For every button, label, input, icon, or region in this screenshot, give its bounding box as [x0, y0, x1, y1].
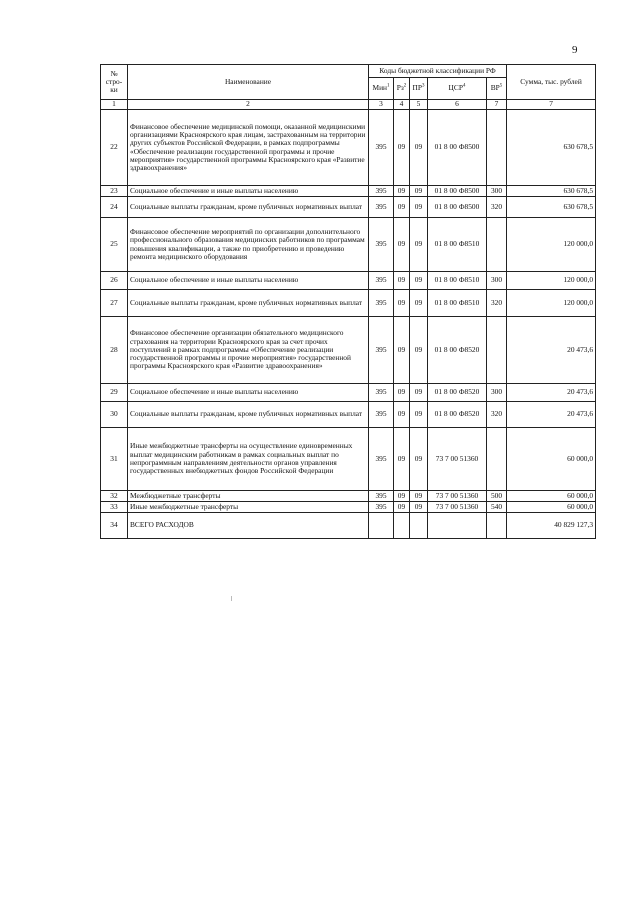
row-min: 395 [369, 502, 394, 513]
col-number-5: 5 [410, 100, 428, 110]
table-row [101, 402, 596, 428]
row-sum: 120 000,0 [507, 290, 596, 317]
row-csr: 73 7 00 51360 [428, 428, 487, 491]
row-pr [410, 513, 428, 539]
row-vr: 320 [487, 197, 507, 218]
row-csr [428, 513, 487, 539]
row-number: 28 [101, 317, 128, 384]
row-name: Социальное обеспечение и иные выплаты населению [128, 186, 369, 197]
header-rz: $Рз^2$ [394, 78, 410, 100]
row-vr [487, 110, 507, 186]
row-name: Социальные выплаты гражданам, кроме публичных нормативных выплат [128, 197, 369, 218]
row-csr: 73 7 00 51360 [428, 502, 487, 513]
table-row [101, 290, 596, 317]
row-vr: 300 [487, 272, 507, 290]
row-number: 33 [101, 502, 128, 513]
row-rz: 09 [394, 491, 410, 502]
row-name: ВСЕГО РАСХОДОВ [128, 513, 369, 539]
row-name: Иные межбюджетные трансферты на осуществление единовременных выплат медицинским работникам в рамках социальных выплат по непрограммным направлениям деятельности органов управления государственных внебюджетных фондов Российской Федерации [128, 428, 369, 491]
row-min: 395 [369, 402, 394, 428]
row-vr: 300 [487, 186, 507, 197]
table-row [101, 317, 596, 384]
row-csr: 73 7 00 51360 [428, 491, 487, 502]
row-number: 34 [101, 513, 128, 539]
row-vr: 500 [487, 491, 507, 502]
row-vr [487, 428, 507, 491]
row-sum: 60 000,0 [507, 428, 596, 491]
table-row [101, 428, 596, 491]
row-vr: 320 [487, 290, 507, 317]
row-rz: 09 [394, 272, 410, 290]
row-name: Социальное обеспечение и иные выплаты населению [128, 272, 369, 290]
row-rz [394, 513, 410, 539]
row-csr: 01 8 00 Ф8520 [428, 384, 487, 402]
row-number: 23 [101, 186, 128, 197]
row-min: 395 [369, 428, 394, 491]
page-number: 9 [572, 44, 578, 56]
row-number: 30 [101, 402, 128, 428]
row-min: 395 [369, 491, 394, 502]
row-vr [487, 317, 507, 384]
row-sum: 60 000,0 [507, 491, 596, 502]
row-sum: 630 678,5 [507, 186, 596, 197]
row-min: 395 [369, 272, 394, 290]
row-csr: 01 8 00 Ф8520 [428, 317, 487, 384]
row-min: 395 [369, 218, 394, 272]
col-number-2: 2 [128, 100, 369, 110]
row-vr [487, 513, 507, 539]
table-row [101, 197, 596, 218]
row-name: Социальные выплаты гражданам, кроме публичных нормативных выплат [128, 402, 369, 428]
row-number: 24 [101, 197, 128, 218]
row-number: 31 [101, 428, 128, 491]
table-row [101, 218, 596, 272]
row-sum: 630 678,5 [507, 110, 596, 186]
row-min [369, 513, 394, 539]
header-min: Мин$^1$ [369, 78, 394, 100]
header-budget-codes: Коды бюджетной классификации РФ [369, 65, 507, 78]
row-name: Социальное обеспечение и иные выплаты населению [128, 384, 369, 402]
row-csr: 01 8 00 Ф8500 [428, 186, 487, 197]
row-sum: 630 678,5 [507, 197, 596, 218]
row-min: 395 [369, 186, 394, 197]
row-pr: 09 [410, 491, 428, 502]
row-name: Финансовое обеспечение мероприятий по организации дополнительного профессионального образования медицинских работников по программам повышения квалификации, а также по приобретению и проведению ремонта медицинского оборудования [128, 218, 369, 272]
row-sum: 120 000,0 [507, 218, 596, 272]
col-number-7: 7 [487, 100, 507, 110]
row-rz: 09 [394, 402, 410, 428]
row-rz: 09 [394, 218, 410, 272]
row-name: Финансовое обеспечение медицинской помощи, оказанной медицинскими организациями Красноярского края лицам, застрахованным на территории других субъектов Российской Федерации, в рамках подпрограммы «Обеспечение реализации государственной программы и прочие мероприятия» государственной программы Красноярского края «Развитие здравоохранения» [128, 110, 369, 186]
row-name: Финансовое обеспечение организации обязательного медицинского страхования на территории Красноярского края за счет прочих поступлений в рамках подпрограммы «Обеспечение реализации государственной программы и прочие мероприятия» государственной программы Красноярского края «Развитие здравоохранения» [128, 317, 369, 384]
row-name: Иные межбюджетные трансферты [128, 502, 369, 513]
row-csr: 01 8 00 Ф8510 [428, 290, 487, 317]
row-vr: 320 [487, 402, 507, 428]
row-min: 395 [369, 290, 394, 317]
row-pr: 09 [410, 218, 428, 272]
row-rz: 09 [394, 197, 410, 218]
row-rz: 09 [394, 317, 410, 384]
row-sum: 60 000,0 [507, 502, 596, 513]
row-number: 25 [101, 218, 128, 272]
header-csr: ЦСР$^4$ [428, 78, 487, 100]
table-row [101, 502, 596, 513]
table-row-total [101, 513, 596, 539]
row-vr: 540 [487, 502, 507, 513]
header-num-label-2: стро- [105, 76, 123, 86]
row-sum: 40 829 127,3 [507, 513, 596, 539]
row-number: 22 [101, 110, 128, 186]
row-csr: 01 8 00 Ф8500 [428, 197, 487, 218]
row-pr: 09 [410, 428, 428, 491]
row-csr: 01 8 00 Ф8520 [428, 402, 487, 428]
row-min: 395 [369, 317, 394, 384]
row-pr: 09 [410, 186, 428, 197]
row-number: 32 [101, 491, 128, 502]
row-vr: 300 [487, 384, 507, 402]
header-vr: $ВР^5$ [487, 78, 507, 100]
row-rz: 09 [394, 290, 410, 317]
table-row [101, 384, 596, 402]
col-number-8: 7 [507, 100, 596, 110]
row-sum: 20 473,6 [507, 317, 596, 384]
row-number: 27 [101, 290, 128, 317]
header-num-label-3: ки [110, 85, 118, 95]
col-number-1: 1 [101, 100, 128, 110]
scan-mark [231, 596, 232, 601]
row-name: Межбюджетные трансферты [128, 491, 369, 502]
col-number-3: 3 [369, 100, 394, 110]
header-num-label-1: № [110, 68, 118, 78]
row-number: 26 [101, 272, 128, 290]
col-number-6: 6 [428, 100, 487, 110]
row-rz: 09 [394, 110, 410, 186]
row-sum: 20 473,6 [507, 402, 596, 428]
row-pr: 09 [410, 402, 428, 428]
row-min: 395 [369, 384, 394, 402]
row-pr: 09 [410, 502, 428, 513]
row-min: 395 [369, 110, 394, 186]
header-row-number [101, 65, 128, 100]
row-pr: 09 [410, 384, 428, 402]
table-row [101, 110, 596, 186]
row-number: 29 [101, 384, 128, 402]
header-sum: Сумма, тыс. рублей [507, 65, 596, 100]
row-rz: 09 [394, 502, 410, 513]
row-csr: 01 8 00 Ф8500 [428, 110, 487, 186]
table-row [101, 272, 596, 290]
header-name: Наименование [128, 65, 369, 100]
row-rz: 09 [394, 384, 410, 402]
row-pr: 09 [410, 197, 428, 218]
row-vr [487, 218, 507, 272]
budget-table [100, 64, 596, 539]
row-pr: 09 [410, 272, 428, 290]
row-name: Социальные выплаты гражданам, кроме публичных нормативных выплат [128, 290, 369, 317]
row-rz: 09 [394, 186, 410, 197]
row-csr: 01 8 00 Ф8510 [428, 272, 487, 290]
col-number-4: 4 [394, 100, 410, 110]
row-sum: 20 473,6 [507, 384, 596, 402]
table-row [101, 186, 596, 197]
row-pr: 09 [410, 317, 428, 384]
header-pr: $ПР^3$ [410, 78, 428, 100]
row-sum: 120 000,0 [507, 272, 596, 290]
table-row [101, 491, 596, 502]
row-pr: 09 [410, 110, 428, 186]
row-min: 395 [369, 197, 394, 218]
row-pr: 09 [410, 290, 428, 317]
row-rz: 09 [394, 428, 410, 491]
row-csr: 01 8 00 Ф8510 [428, 218, 487, 272]
